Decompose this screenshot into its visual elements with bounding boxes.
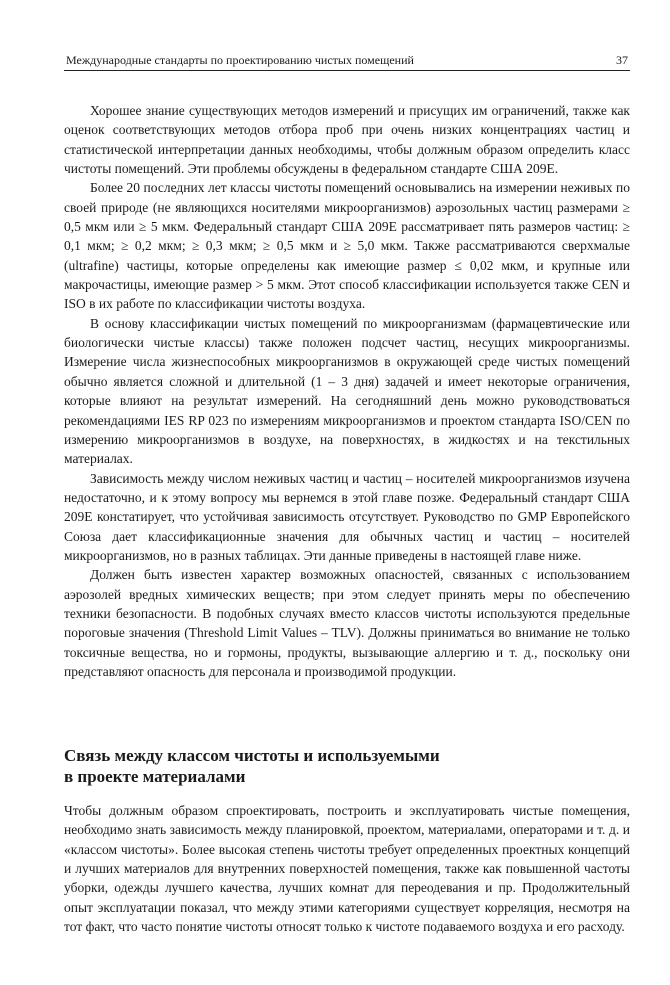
paragraph-hazard-tlv: Должен быть известен характер возможных опасностей, связанных с использованием аэрозолей вредных химических веществ; при этом следует принять меры по обеспечению техники безопасности. В подобных случаях вместо классов чистоты используются предельные пороговые значения (Threshold Limit Values – TLV). Должны приниматься во внимание не только токсичные вещества, но и гормоны, продукты, вызывающие аллергию и т. д., поскольку они представляют опасность для персонала и производимой продукции. (64, 567, 630, 679)
section-heading-line2: в проекте материалами (64, 767, 246, 786)
section-body-text (64, 801, 630, 936)
paragraph-measurement-methods: Хорошее знание существующих методов измерений и присущих им ограничений, также как оценок соответствующих методов отбора проб при очень низких концентрациях частиц и статистической интерпретации данных необходимы, чтобы должным образом определить класс чистоты помещений. Эти проблемы обсуждены в федеральном стандарте США 209Е. (64, 103, 630, 177)
section-heading-line1: Связь между классом чистоты и используемыми (64, 746, 440, 765)
main-body-text (64, 101, 630, 681)
paragraph-microorganisms: В основу классификации чистых помещений по микроорганизмам (фармацевтические или биологически чистые классы) также положен подсчет частиц, несущих микроорганизмы. Измерение числа жизнеспособных микроорганизмов в окружающей среде чистых помещений обычно является сложной и длительной (1 – 3 дня) задачей и имеет некоторые ограничения, которые влияют на результат измерений. На сегодняшний день можно руководствоваться рекомендациями IES RP 023 по измерениям микроорганизмов и проектом стандарта ISO/CEN по измерению микроорганизмов в воздухе, на поверхностях, в жидкостях и на текстильных материалах. (64, 315, 630, 467)
paragraph-particle-correlation: Зависимость между числом неживых частиц и частиц – носителей микроорганизмов изучена недостаточно, и к этому вопросу мы вернемся в этой главе позже. Федеральный стандарт США 209Е констатирует, что устойчивая зависимость отсутствует. Руководство по GMP Европейского Союза дает классификационные значения для обычных частиц и частиц – носителей микроорганизмов, но в разных таблицах. Эти данные приведены в настоящей главе ниже. (64, 470, 630, 563)
section-heading (64, 745, 630, 787)
running-header (64, 52, 630, 71)
page-number: 37 (616, 53, 628, 67)
paragraph-particle-sizes: Более 20 последних лет классы чистоты помещений основывались на измерении неживых по своей природе (не являющихся носителями микроорганизмов) аэрозольных частиц размерами ≥ 0,5 мкм или ≥ 5 мкм. Федеральный стандарт США 209Е рассматривает пять размеров частиц: ≥ 0,1 мкм; ≥ 0,2 мкм; ≥ 0,3 мкм; ≥ 0,5 мкм и ≥ 5,0 мкм. Также рассматриваются сверхмалые (ultrafine) частицы, которые определены как имеющие размер ≤ 0,02 мкм, и крупные или макрочастицы, имеющие размер > 5 мкм. Этот способ классификации используется также CEN и ISO в их работе по классификации чистоты воздуха. (64, 180, 630, 312)
running-header-title: Международные стандарты по проектированию чистых помещений (66, 53, 414, 67)
paragraph-cleanliness-materials: Чтобы должным образом спроектировать, построить и эксплуатировать чистые помещения, необходимо знать зависимость между планировкой, проектом, материалами, операторами и т. д. и «классом чистоты». Более высокая степень чистоты требует определенных проектных концепций и лучших материалов для внутренних поверхностей помещения, также как повышенной частоты уборки, одежды лучшего качества, лучших комнат для переодевания и пр. Продолжительный опыт эксплуатации показал, что между этими категориями существует корреляция, несмотря на тот факт, что часто понятие чистоты относят только к чистоте подаваемого воздуха и его расходу. (64, 803, 630, 935)
